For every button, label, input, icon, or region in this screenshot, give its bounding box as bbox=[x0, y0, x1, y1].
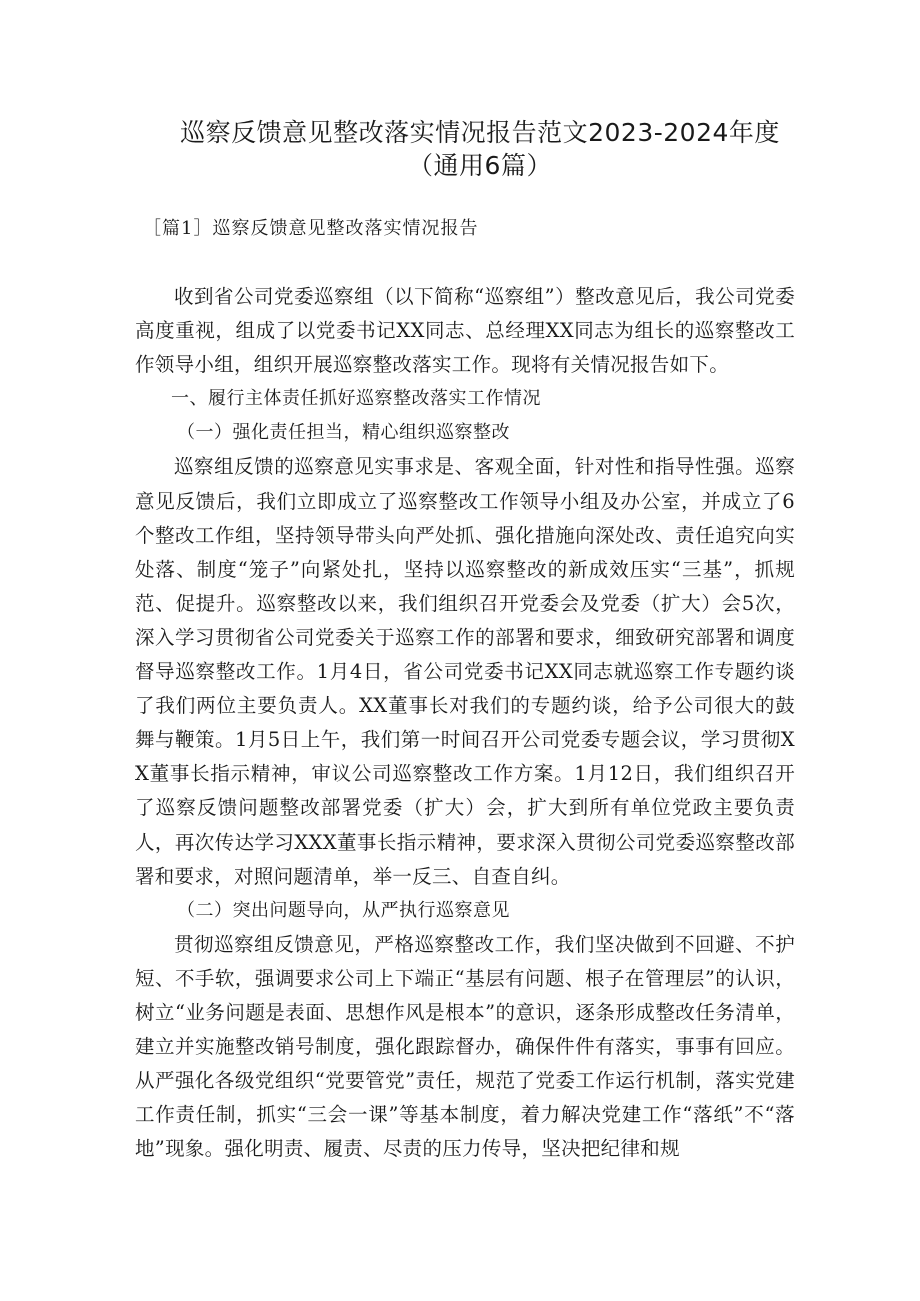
subsection-heading-2: （二）突出问题导向，从严执行巡察意见 bbox=[177, 899, 510, 921]
paragraph-subsection-1: 巡察组反馈的巡察意见实事求是、客观全面，针对性和指导性强。巡察意见反馈后，我们立即成立了巡察整改工作领导小组及办公室，并成立了6个整改工作组，坚持领导带头向严处抓、强化措施向深处改、责任追究向实处落、制度“笼子”向紧处扎，坚持以巡察整改的新成效压实“三基”，抓规范、促提升。巡察整改以来，我们组织召开党委会及党委（扩大）会5次，深入学习贯彻省公司党委关于巡察工作的部署和要求，细致研究部署和调度督导巡察整改工作。1月4日，省公司党委书记XX同志就巡察工作专题约谈了我们两位主要负责人。XX董事长对我们的专题约谈，给予公司很大的鼓舞与鞭策。1月5日上午，我们第一时间召开公司党委专题会议，学习贯彻XX董事长指示精神，审议公司巡察整改工作方案。1月12日，我们组织召开了巡察反馈问题整改部署党委（扩大）会，扩大到所有单位党政主要负责人，再次传达学习XXX董事长指示精神，要求深入贯彻公司党委巡察整改部署和要求，对照问题清单，举一反三、自查自纠。 bbox=[135, 455, 795, 888]
piece-heading: ［篇1］巡察反馈意见整改落实情况报告 bbox=[143, 218, 479, 239]
paragraph-intro: 收到省公司党委巡察组（以下简称“巡察组”）整改意见后，我公司党委高度重视，组成了以党委书记XX同志、总经理XX同志为组长的巡察整改工作领导小组，组织开展巡察整改落实工作。现将有关情况报告如下。 bbox=[135, 285, 795, 377]
subsection-heading-1: （一）强化责任担当，精心组织巡察整改 bbox=[177, 422, 510, 444]
document-title-line2: （通用6篇） bbox=[408, 151, 552, 180]
document-title-line1: 巡察反馈意见整改落实情况报告范文2023-2024年度 bbox=[180, 118, 780, 147]
paragraph-subsection-2: 贯彻巡察组反馈意见，严格巡察整改工作，我们坚决做到不回避、不护短、不手软，强调要求公司上下端正“基层有问题、根子在管理层”的认识，树立“业务问题是表面、思想作风是根本”的意识，逐条形成整改任务清单，建立并实施整改销号制度，强化跟踪督办，确保件件有落实，事事有回应。从严强化各级党组织“党要管党”责任，规范了党委工作运行机制，落实党建工作责任制，抓实“三会一课”等基本制度，着力解决党建工作“落纸”不“落地”现象。强化明责、履责、尽责的压力传导，坚决把纪律和规 bbox=[135, 932, 795, 1161]
document-body bbox=[135, 280, 795, 1166]
section-heading-1: 一、履行主体责任抓好巡察整改落实工作情况 bbox=[171, 388, 541, 410]
